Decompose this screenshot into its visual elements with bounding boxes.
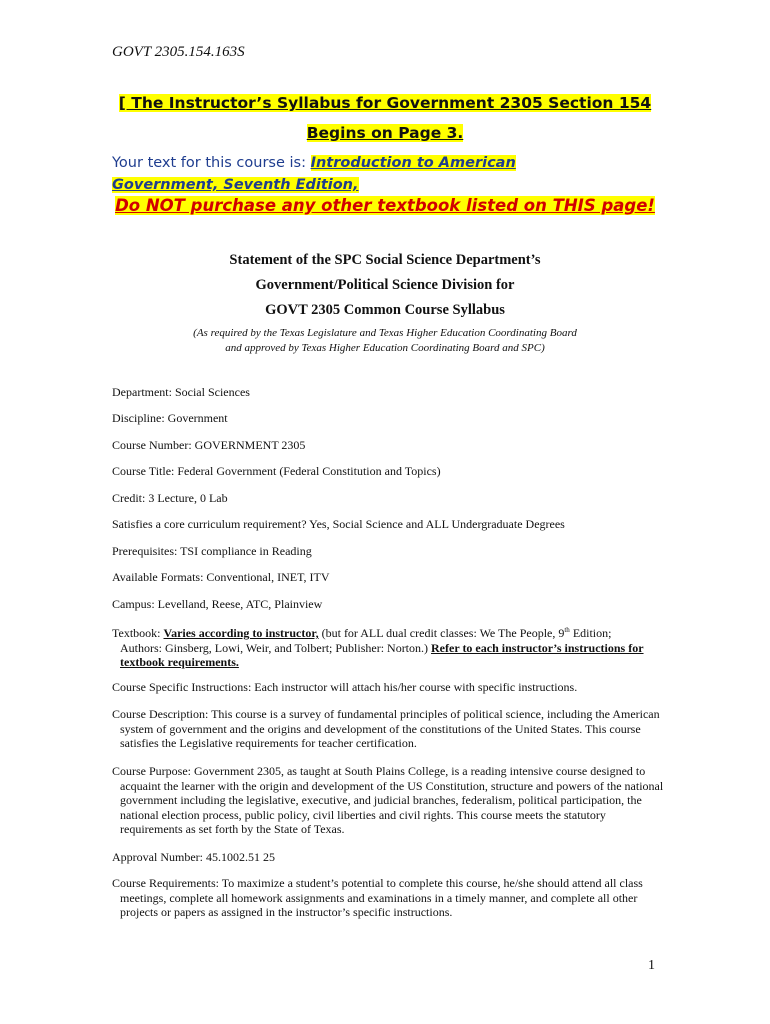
- textbook-edition-suffix: th: [564, 626, 570, 634]
- statement-note-line-2: and approved by Texas Higher Education Coordinating Board and SPC): [225, 342, 545, 354]
- field-department: Department: Social Sciences: [112, 385, 250, 399]
- field-course-description: Course Description: This course is a survey of fundamental principles of political science, including the American system of government and the origins and development of the constitutions of the United States. This course satisfies the Legislative requirements for teacher certification.: [112, 707, 660, 750]
- textbook-label: Textbook:: [112, 626, 164, 640]
- textbook-dual-credit: (but for ALL dual credit classes: We The People, 9: [318, 626, 565, 640]
- page-number: 1: [648, 958, 655, 973]
- textbook-edition: Edition;: [569, 626, 612, 640]
- statement-heading-2: Government/Political Science Division for: [255, 277, 515, 293]
- statement-heading-1: Statement of the SPC Social Science Department’s: [229, 252, 541, 268]
- field-credit: Credit: 3 Lecture, 0 Lab: [112, 491, 228, 505]
- field-campus: Campus: Levelland, Reese, ATC, Plainview: [112, 597, 323, 611]
- statement-note: [0, 326, 770, 356]
- field-course-number: Course Number: GOVERNMENT 2305: [112, 438, 306, 452]
- field-approval-number: Approval Number: 45.1002.51 25: [112, 850, 275, 864]
- banner-line-2: Begins on Page 3.: [306, 124, 464, 142]
- field-textbook: [112, 623, 662, 670]
- field-course-purpose: Course Purpose: Government 2305, as taught at South Plains College, is a reading intensive course designed to acquaint the learner with the origin and development of the US Constitution, structure and powers of the national government including the legislative, executive, and judicial branches, federalism, political participation, the national election process, public policy, civil liberties and civil rights. This course meets the statutory requirements as set forth by the State of Texas.: [112, 764, 664, 836]
- textbook-refer: Refer to each instructor’s instructions for textbook requirements.: [120, 640, 644, 669]
- field-formats: Available Formats: Conventional, INET, ITV: [112, 570, 330, 584]
- instructor-syllabus-banner: [0, 94, 770, 112]
- statement-note-line-1: (As required by the Texas Legislature and Texas Higher Education Coordinating Board: [193, 327, 577, 339]
- purchase-warning-text: Do NOT purchase any other textbook listed on THIS page!: [115, 196, 655, 215]
- banner-line-1: [ The Instructor’s Syllabus for Government 2305 Section 154: [118, 94, 652, 112]
- field-core-requirement: Satisfies a core curriculum requirement? Yes, Social Science and ALL Undergraduate Degrees: [112, 517, 565, 531]
- textbook-note: [112, 152, 612, 196]
- textbook-note-prefix: Your text for this course is:: [112, 155, 311, 171]
- purchase-warning: [0, 196, 770, 215]
- textbook-varies: Varies according to instructor,: [163, 626, 319, 640]
- statement-heading-3: GOVT 2305 Common Course Syllabus: [265, 302, 505, 318]
- textbook-authors-line: [112, 641, 662, 670]
- field-course-title: Course Title: Federal Government (Federal Constitution and Topics): [112, 464, 441, 478]
- field-prerequisites: Prerequisites: TSI compliance in Reading: [112, 544, 312, 558]
- field-course-requirements: Course Requirements: To maximize a student’s potential to complete this course, he/she should attend all class meetings, complete all homework assignments and examinations in a timely manner, and complete all other projects or papers as assigned in the instructor’s specific instructions.: [112, 876, 643, 919]
- instructor-syllabus-banner-page: [0, 124, 770, 142]
- running-header: GOVT 2305.154.163S: [112, 44, 245, 60]
- field-discipline: Discipline: Government: [112, 411, 228, 425]
- textbook-note-title: Introduction to American Government, Seventh Edition,: [112, 155, 516, 193]
- field-course-specific: Course Specific Instructions: Each instructor will attach his/her course with specific instructions.: [112, 680, 578, 694]
- textbook-authors: Authors: Ginsberg, Lowi, Weir, and Tolbert; Publisher: Norton.): [120, 640, 432, 655]
